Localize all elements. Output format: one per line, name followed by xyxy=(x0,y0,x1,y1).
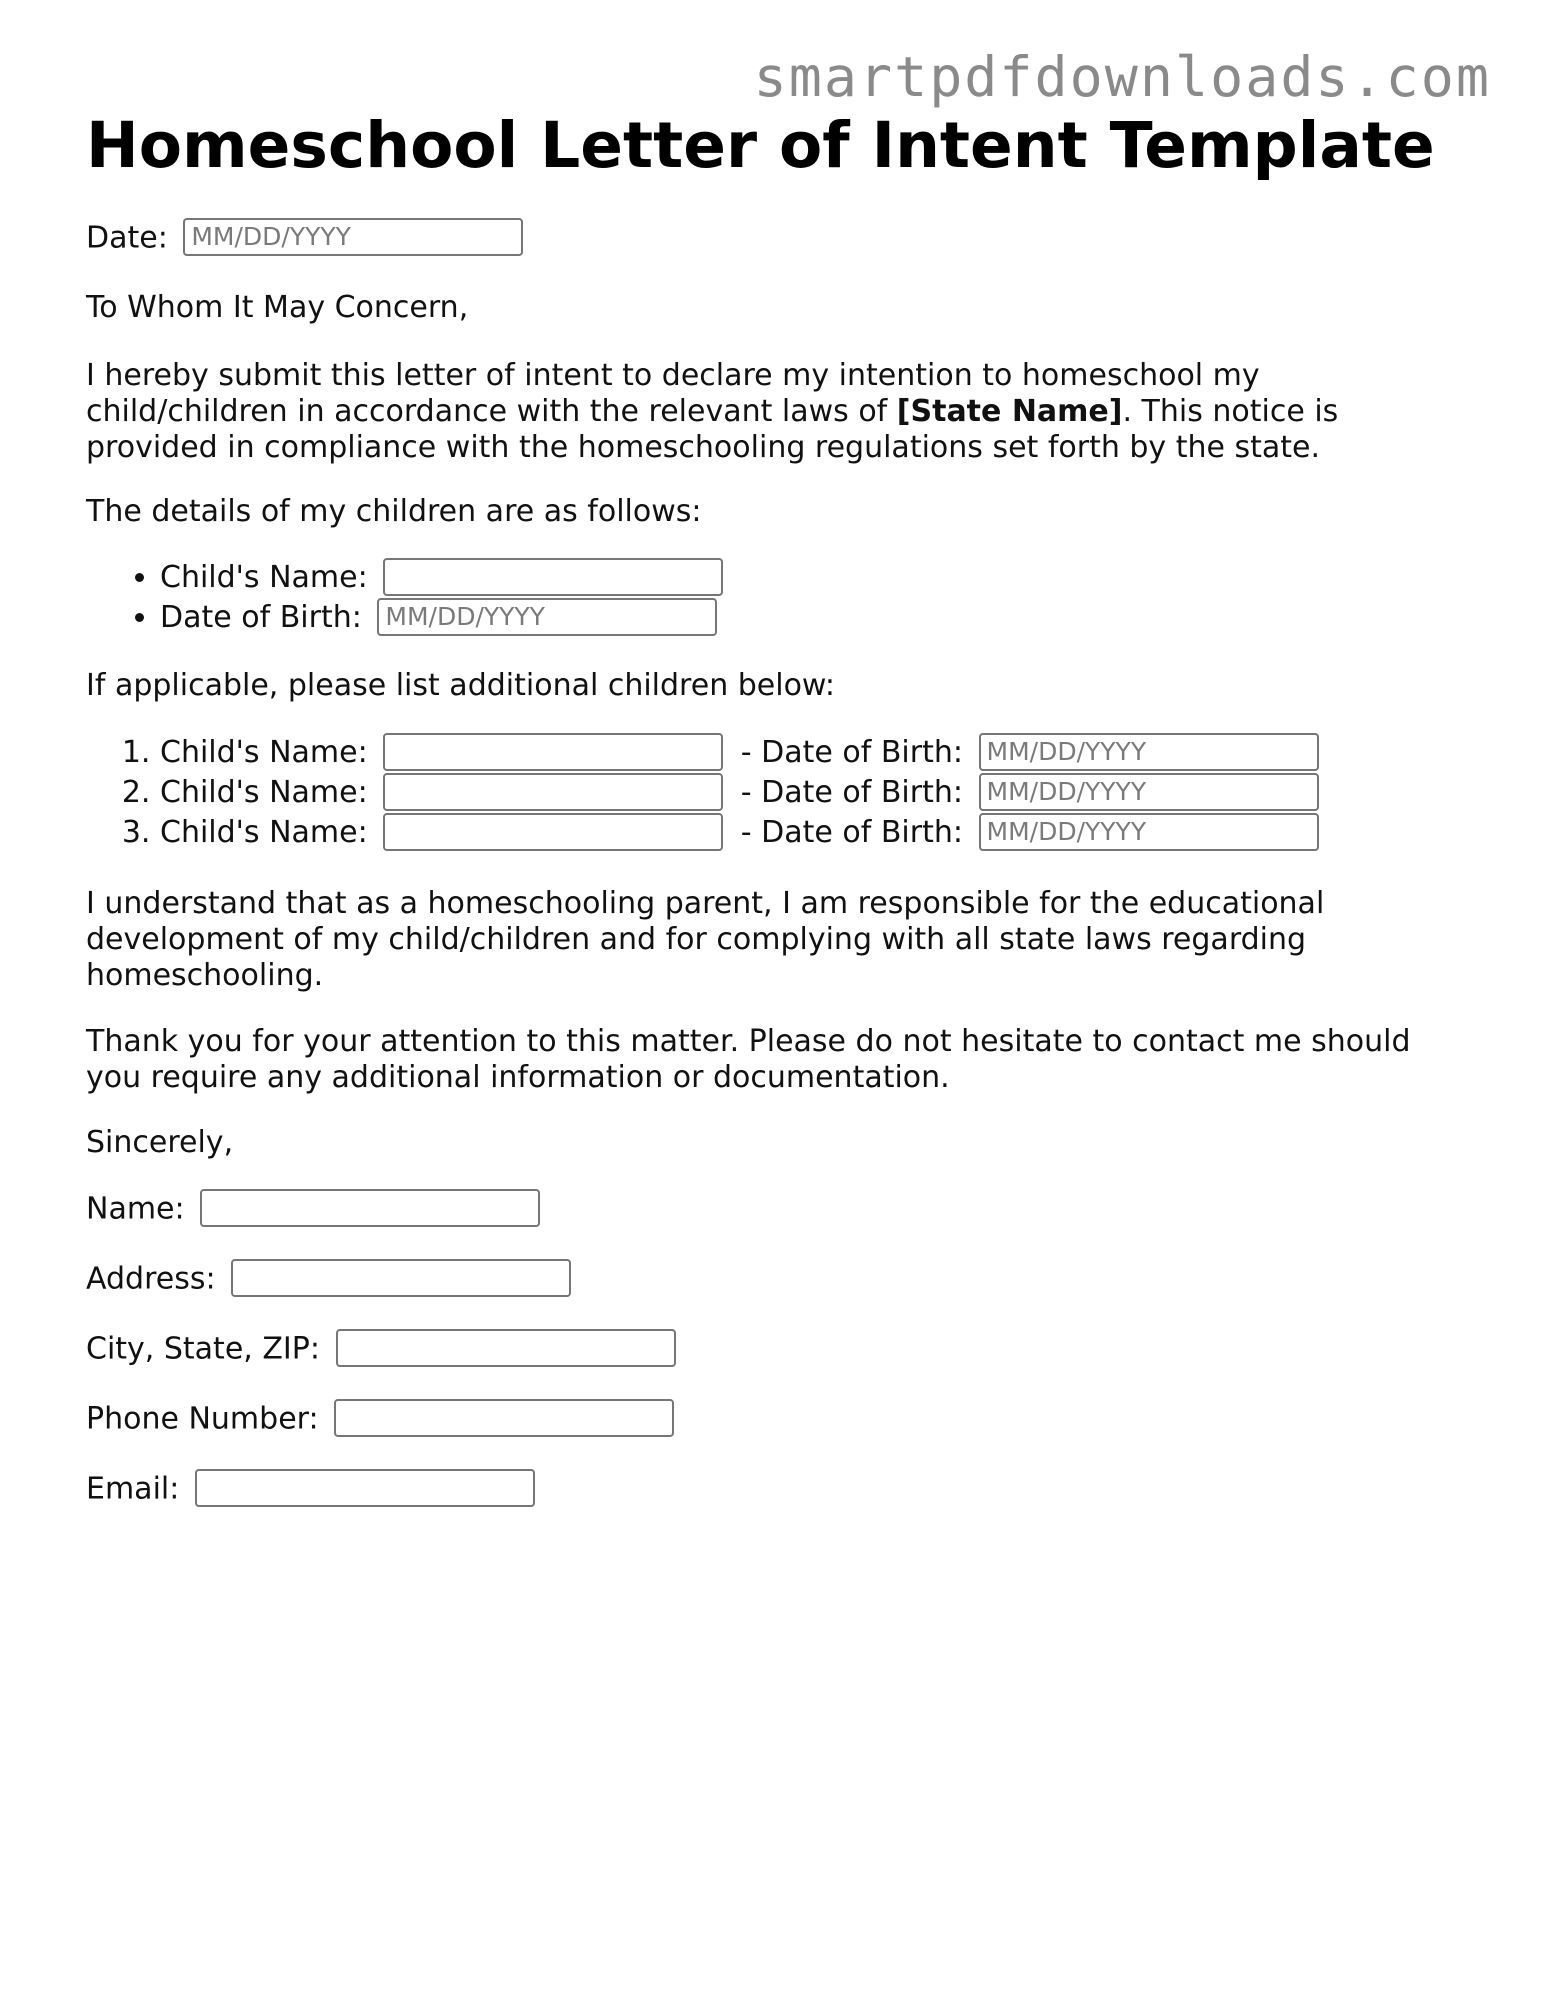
date-input[interactable]: MM/DD/YYYY xyxy=(183,218,523,256)
extra-child-3-dob-input[interactable]: MM/DD/YYYY xyxy=(979,813,1319,851)
greeting: To Whom It May Concern, xyxy=(86,290,469,325)
extra-child-3-name-input[interactable] xyxy=(383,813,723,851)
contact-city-label: City, State, ZIP: xyxy=(86,1331,320,1367)
contact-address-row xyxy=(86,1261,571,1299)
list-item xyxy=(160,733,1319,773)
contact-city-input[interactable] xyxy=(336,1329,676,1367)
list-item xyxy=(160,813,1319,853)
intro-text-2: . This notice is provided in compliance with the homeschooling regulations set forth by the state. xyxy=(86,394,1339,465)
child-dob-label: Date of Birth: xyxy=(160,600,362,635)
additional-children-list xyxy=(86,733,1319,853)
contact-email-input[interactable] xyxy=(195,1469,535,1507)
contact-name-label: Name: xyxy=(86,1191,185,1227)
date-label: Date: xyxy=(86,220,168,256)
responsibility-paragraph: I understand that as a homeschooling parent, I am responsible for the educational development of my child/children and for complying with all state laws regarding homeschooling. xyxy=(86,886,1325,993)
extra-child-2-name-input[interactable] xyxy=(383,773,723,811)
contact-email-row xyxy=(86,1471,535,1509)
page-title: Homeschool Letter of Intent Template xyxy=(86,109,1435,182)
intro-text-1: I hereby submit this letter of intent to declare my intention to homeschool my child/children in accordance with the relevant laws of xyxy=(86,358,1260,429)
contact-name-row xyxy=(86,1191,540,1229)
date-row xyxy=(86,220,523,258)
child-name-label: Child's Name: xyxy=(160,560,368,595)
state-name-placeholder: [State Name] xyxy=(896,394,1123,429)
list-item xyxy=(160,558,723,598)
extra-child-dob-label: - Date of Birth: xyxy=(740,775,963,810)
extra-child-name-label: Child's Name: xyxy=(160,775,368,810)
additional-lead: If applicable, please list additional children below: xyxy=(86,668,835,703)
contact-phone-input[interactable] xyxy=(334,1399,674,1437)
thanks-paragraph: Thank you for your attention to this matter. Please do not hesitate to contact me should you require any additional information or documentation. xyxy=(86,1024,1411,1095)
list-item xyxy=(160,598,723,638)
list-item xyxy=(160,773,1319,813)
extra-child-2-dob-input[interactable]: MM/DD/YYYY xyxy=(979,773,1319,811)
child-dob-input[interactable]: MM/DD/YYYY xyxy=(377,598,717,636)
contact-city-row xyxy=(86,1331,676,1369)
contact-email-label: Email: xyxy=(86,1471,180,1507)
extra-child-dob-label: - Date of Birth: xyxy=(740,815,963,850)
primary-child-list xyxy=(86,558,723,638)
contact-phone-label: Phone Number: xyxy=(86,1401,319,1437)
extra-child-dob-label: - Date of Birth: xyxy=(740,735,963,770)
contact-address-input[interactable] xyxy=(231,1259,571,1297)
children-lead: The details of my children are as follows: xyxy=(86,494,702,529)
watermark: smartpdfdownloads.com xyxy=(753,45,1491,109)
closing: Sincerely, xyxy=(86,1125,234,1160)
extra-child-1-dob-input[interactable]: MM/DD/YYYY xyxy=(979,733,1319,771)
contact-phone-row xyxy=(86,1401,674,1439)
contact-address-label: Address: xyxy=(86,1261,216,1297)
intro-paragraph xyxy=(86,358,1466,466)
child-name-input[interactable] xyxy=(383,558,723,596)
extra-child-name-label: Child's Name: xyxy=(160,815,368,850)
extra-child-1-name-input[interactable] xyxy=(383,733,723,771)
contact-name-input[interactable] xyxy=(200,1189,540,1227)
extra-child-name-label: Child's Name: xyxy=(160,735,368,770)
